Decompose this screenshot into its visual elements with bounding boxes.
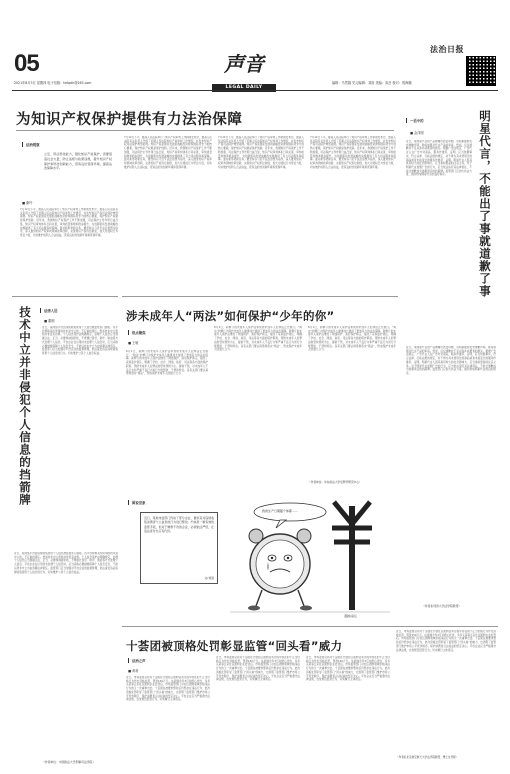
minor-article-footer: （作者单位：华东政法大学犯罪学研究中心） <box>308 480 362 484</box>
right-column-author: ■ 金泽刚 <box>410 131 424 135</box>
bottom-top-rule <box>122 626 498 627</box>
main-article-body-col2: 7月12日下午，最高人民法院举行了知识产权审判工作新闻发布会，最高人民法院有关负责人介绍了近期人民法院知识产权审判工作情况，并发布知识产权司法保护典型案例。知识产权是国家发展的战略性资源和国际竞争力的核心要素，保护知识产权就是保护创新。近年来，我国知识产权保护工作不断加强，司法保护主导作用日益凸显，知识产权审判体系日趋完善，审判质量和效率稳步提升，为创新驱动发展战略的实施提供了有力司法服务和保障。面对新形势新任务，要坚持以习近平法治思想为指导，深入推进知识产权审判领域改革创新，完善知识产权诉讼制度，加大对侵权行为惩治力度，切实维护权利人合法权益，营造良好的创新环境和营商环境。 <box>124 136 212 169</box>
main-column-tag: 法治观察 <box>22 142 40 147</box>
minor-column-tag: 热点聚焦 <box>128 330 146 335</box>
bottom-article-body-col4: 近日，市场监管总局对十荟团在开展社区团购业务过程中存在的不正当价格行为作出顶格处罚，罚款150万元。这是继今年3月对橙心优选、多多买菜等五家社区团购企业处罚后，市场监管部门对社区团购领域价格违法行为的又一次重拳出击。十荟团在被要求整改后仍然存在违法行为，此次顶格处罚彰显了监管部门“回头看”的威力，也表明了监管部门维护市场公平竞争秩序、保护消费者合法权益的坚定决心。平台企业应当严格遵守法律法规，自觉规范经营行为，切实履行主体责任。 <box>396 630 496 652</box>
bottom-column-tag: 法治之声 <box>128 658 146 663</box>
bottom-article-footer: （作者系北京航空航天大学法学院教授、博士生导师） <box>396 756 459 759</box>
cartoon-caption-box <box>140 512 218 584</box>
left-column-author: ■ 董桐 <box>44 319 55 323</box>
left-top-rule <box>12 296 118 297</box>
cartoon-signature: 漫画/高岳 <box>344 614 358 618</box>
right-column-body-top: 近日，某明星代言的产品被曝出质量问题，该明星随即发布道歉声明，称将加强对代言产品的审查。然而，仅仅道歉并不足以弥补消费者的损失。根据广告法规定，广告代言人在广告中对商品、服务作推荐、证明，应当依据事实，符合法律、行政法规的规定，并不得为其未使用过的商品或者未接受过的服务作推荐、证明。明星代言人因其具有较大的社会影响力，应当承担更高的注意义务。对于明星代言虚假广告的行为，应当依法追究其法律责任，不能让道歉成为逃避责任的挡箭牌。监管部门应加大执法力度，推动形成明星代言的良好秩序。 <box>406 140 472 177</box>
right-column <box>402 96 500 616</box>
cartoon-section <box>122 498 398 626</box>
minor-article-body-col1: 6月1日，新修订的未成年人保护法和预防未成年人犯罪法正式施行。“两法”的修订为保护未成年人健康成长提供了更加有力的法治保障。新修订的未成年人保护法增设了网络保护、政府保护两章，强化了家庭监护责任，明确了学校、社会、网络、政府、司法等各方面的保护职责。预防未成年人犯罪法则坚持预防为主、提前干预，对未成年人不良行为和严重不良行为进行分级预防、干预和矫治。各有关部门要认真贯彻落实“两法”，形成保护未成年人的强大合力。 <box>126 350 208 376</box>
minor-article-body-col2: 6月1日，新修订的未成年人保护法和预防未成年人犯罪法正式施行。“两法”的修订为保护未成年人健康成长提供了更加有力的法治保障。新修订的未成年人保护法增设了网络保护、政府保护两章，强化了家庭监护责任，明确了学校、社会、网络、政府、司法等各方面的保护职责。预防未成年人犯罪法则坚持预防为主、提前干预，对未成年人不良行为和严重不良行为进行分级预防、干预和矫治。各有关部门要认真贯彻落实“两法”，形成保护未成年人的强大合力。 <box>214 326 302 352</box>
section-sub: LEGAL DAILY <box>212 84 276 92</box>
main-article <box>12 96 400 291</box>
bottom-article-body-col3: 近日，市场监管总局对十荟团在开展社区团购业务过程中存在的不正当价格行为作出顶格处罚，罚款150万元。这是继今年3月对橙心优选、多多买菜等五家社区团购企业处罚后，市场监管部门对社区团购领域价格违法行为的又一次重拳出击。十荟团在被要求整改后仍然存在违法行为，此次顶格处罚彰显了监管部门“回头看”的威力，也表明了监管部门维护市场公平竞争秩序、保护消费者合法权益的坚定决心。平台企业应当严格遵守法律法规，自觉规范经营行为，切实履行主体责任。 <box>306 656 390 682</box>
date-line: 2021年8月3日 星期四 电子信箱：fzrbplh@163.com <box>14 81 92 85</box>
cartoon-caption: 近日，某地市监部门约谈了部分企业，要求其对违规收集消费者个人信息的行为进行整改。约谈是一种有效的监管手段，但对于屡教不改的企业，必须依法严惩，让违法者付出应有代价。 <box>144 516 214 534</box>
left-column-body-bottom: 近日，某网络平台因违规收集使用个人信息被监管部门通报。该平台辩称其所使用的技术是中立的，不应承担责任。然而技术中立原则并非没有边界。个人信息保护法明确规定，处理个人信息应当遵循合法、正当、必要和诚信原则，不得通过误导、欺诈、胁迫等方式处理个人信息。平台企业在运用技术处理个人信息时，应当采取必要措施保障个人信息安全，不能以技术中立为由逃避法律责任。监管部门应当加强对平台企业的监督管理，依法查处违法违规收集使用个人信息的行为，切实维护公民个人信息权益。 <box>14 552 118 574</box>
left-column <box>12 296 120 770</box>
cartoon-caption-author: 文/刘洛 <box>204 576 214 580</box>
minor-article <box>122 296 398 496</box>
left-column-title: 技术中立并非侵犯个人信息的挡箭牌 <box>18 306 32 506</box>
page-number: 05 <box>14 50 39 77</box>
right-column-title: 明星代言，不能出了事就道歉了事 <box>478 110 492 298</box>
paper-logo: 法治日报 <box>430 44 464 54</box>
right-column-tag: 一语中的 <box>406 118 424 123</box>
main-article-body-col4: 7月12日下午，最高人民法院举行了知识产权审判工作新闻发布会，最高人民法院有关负责人介绍了近期人民法院知识产权审判工作情况，并发布知识产权司法保护典型案例。知识产权是国家发展的战略性资源和国际竞争力的核心要素，保护知识产权就是保护创新。近年来，我国知识产权保护工作不断加强，司法保护主导作用日益凸显，知识产权审判体系日趋完善，审判质量和效率稳步提升，为创新驱动发展战略的实施提供了有力司法服务和保障。面对新形势新任务，要坚持以习近平法治思想为指导，深入推进知识产权审判领域改革创新，完善知识产权诉讼制度，加大对侵权行为惩治力度，切实维护权利人合法权益，营造良好的创新环境和营商环境。 <box>310 136 396 169</box>
alarm-clock-cartoon <box>222 498 398 626</box>
minor-article-title: 涉未成年人“两法”如何保护“少年的你” <box>126 309 335 323</box>
left-column-tag: 法律人语 <box>40 308 58 313</box>
editors-line: 编辑：马然娟 见习编辑：刘洛 美编：高岳 校对：郭海鹏 <box>332 81 412 85</box>
minor-top-rule <box>122 296 398 297</box>
bottom-article-author: ■ 黄莉 <box>128 669 139 673</box>
bottom-article-body-col2: 近日，市场监管总局对十荟团在开展社区团购业务过程中存在的不正当价格行为作出顶格处罚，罚款150万元。这是继今年3月对橙心优选、多多买菜等五家社区团购企业处罚后，市场监管部门对社区团购领域价格违法行为的又一次重拳出击。十荟团在被要求整改后仍然存在违法行为，此次顶格处罚彰显了监管部门“回头看”的威力，也表明了监管部门维护市场公平竞争秩序、保护消费者合法权益的坚定决心。平台企业应当严格遵守法律法规，自觉规范经营行为，切实履行主体责任。 <box>216 656 300 682</box>
main-article-author: ■ 谢玲 <box>22 201 33 205</box>
section-name: 声音 <box>224 52 264 76</box>
bottom-article-title: 十荟团被顶格处罚彰显监管“回头看”威力 <box>126 639 343 653</box>
cartoon-speech-text: 我的生产日期随个体都…… <box>262 509 299 513</box>
right-column-footer: （作者系同济大学法学院教授） <box>422 604 462 608</box>
bottom-article <box>122 626 500 772</box>
minor-article-author: ■ 王敏 <box>128 341 139 345</box>
main-article-body-col1: 7月12日下午，最高人民法院举行了知识产权审判工作新闻发布会，最高人民法院有关负责人介绍了近期人民法院知识产权审判工作情况，并发布知识产权司法保护典型案例。知识产权是国家发展的战略性资源和国际竞争力的核心要素，保护知识产权就是保护创新。近年来，我国知识产权保护工作不断加强，司法保护主导作用日益凸显，知识产权审判体系日趋完善，审判质量和效率稳步提升，为创新驱动发展战略的实施提供了有力司法服务和保障。面对新形势新任务，要坚持以习近平法治思想为指导，深入推进知识产权审判领域改革创新，完善知识产权诉讼制度，加大对侵权行为惩治力度，切实维护权利人合法权益，营造良好的创新环境和营商环境。 <box>20 208 118 237</box>
cartoon-column-tag: 图说世象 <box>128 500 146 505</box>
left-column-footer: （作者单位：中国政法大学刑事司法学院） <box>42 760 96 764</box>
qr-code <box>466 56 496 86</box>
main-article-body-col3: 7月12日下午，最高人民法院举行了知识产权审判工作新闻发布会，最高人民法院有关负责人介绍了近期人民法院知识产权审判工作情况，并发布知识产权司法保护典型案例。知识产权是国家发展的战略性资源和国际竞争力的核心要素，保护知识产权就是保护创新。近年来，我国知识产权保护工作不断加强，司法保护主导作用日益凸显，知识产权审判体系日趋完善，审判质量和效率稳步提升，为创新驱动发展战略的实施提供了有力司法服务和保障。面对新形势新任务，要坚持以习近平法治思想为指导，深入推进知识产权审判领域改革创新，完善知识产权诉讼制度，加大对侵权行为惩治力度，切实维护权利人合法权益，营造良好的创新环境和营商环境。 <box>218 136 304 169</box>
bottom-article-body-col1: 近日，市场监管总局对十荟团在开展社区团购业务过程中存在的不正当价格行为作出顶格处罚，罚款150万元。这是继今年3月对橙心优选、多多买菜等五家社区团购企业处罚后，市场监管部门对社区团购领域价格违法行为的又一次重拳出击。十荟团在被要求整改后仍然存在违法行为，此次顶格处罚彰显了监管部门“回头看”的威力，也表明了监管部门维护市场公平竞争秩序、保护消费者合法权益的坚定决心。平台企业应当严格遵守法律法规，自觉规范经营行为，切实履行主体责任。 <box>126 676 210 702</box>
masthead <box>0 0 510 100</box>
masthead-rule <box>12 90 498 91</box>
minor-article-body-col3: 6月1日，新修订的未成年人保护法和预防未成年人犯罪法正式施行。“两法”的修订为保护未成年人健康成长提供了更加有力的法治保障。新修订的未成年人保护法增设了网络保护、政府保护两章，强化了家庭监护责任，明确了学校、社会、网络、政府、司法等各方面的保护职责。预防未成年人犯罪法则坚持预防为主、提前干预，对未成年人不良行为和严重不良行为进行分级预防、干预和矫治。各有关部门要认真贯彻落实“两法”，形成保护未成年人的强大合力。 <box>308 326 396 352</box>
left-column-body-top: 近日，某网络平台因违规收集使用个人信息被监管部门通报。该平台辩称其所使用的技术是中立的，不应承担责任。然而技术中立原则并非没有边界。个人信息保护法明确规定，处理个人信息应当遵循合法、正当、必要和诚信原则，不得通过误导、欺诈、胁迫等方式处理个人信息。平台企业在运用技术处理个人信息时，应当采取必要措施保障个人信息安全，不能以技术中立为由逃避法律责任。监管部门应当加强对平台企业的监督管理，依法查处违法违规收集使用个人信息的行为，切实维护公民个人信息权益。 <box>42 326 118 355</box>
main-article-title: 为知识产权保护提供有力法治保障 <box>16 112 243 128</box>
cartoon-illustration <box>222 498 398 626</box>
right-column-body-bottom: 近日，某明星代言的产品被曝出质量问题，该明星随即发布道歉声明，称将加强对代言产品的审查。然而，仅仅道歉并不足以弥补消费者的损失。根据广告法规定，广告代言人在广告中对商品、服务作推荐、证明，应当依据事实，符合法律、行政法规的规定，并不得为其未使用过的商品或者未接受过的服务作推荐、证明。明星代言人因其具有较大的社会影响力，应当承担更高的注意义务。对于明星代言虚假广告的行为，应当依法追究其法律责任，不能让道歉成为逃避责任的挡箭牌。监管部门应加大执法力度，推动形成明星代言的良好秩序。 <box>406 346 496 375</box>
main-column-excerpt: 立足、用法科技能力，强化知识产权保护，需要借鉴社会力量，防止违规与政策违规，提升知识产权保护和科技创新能力，营造良好营商环境，提高法治保障水平。 <box>44 152 112 171</box>
main-title-rule <box>16 130 394 131</box>
